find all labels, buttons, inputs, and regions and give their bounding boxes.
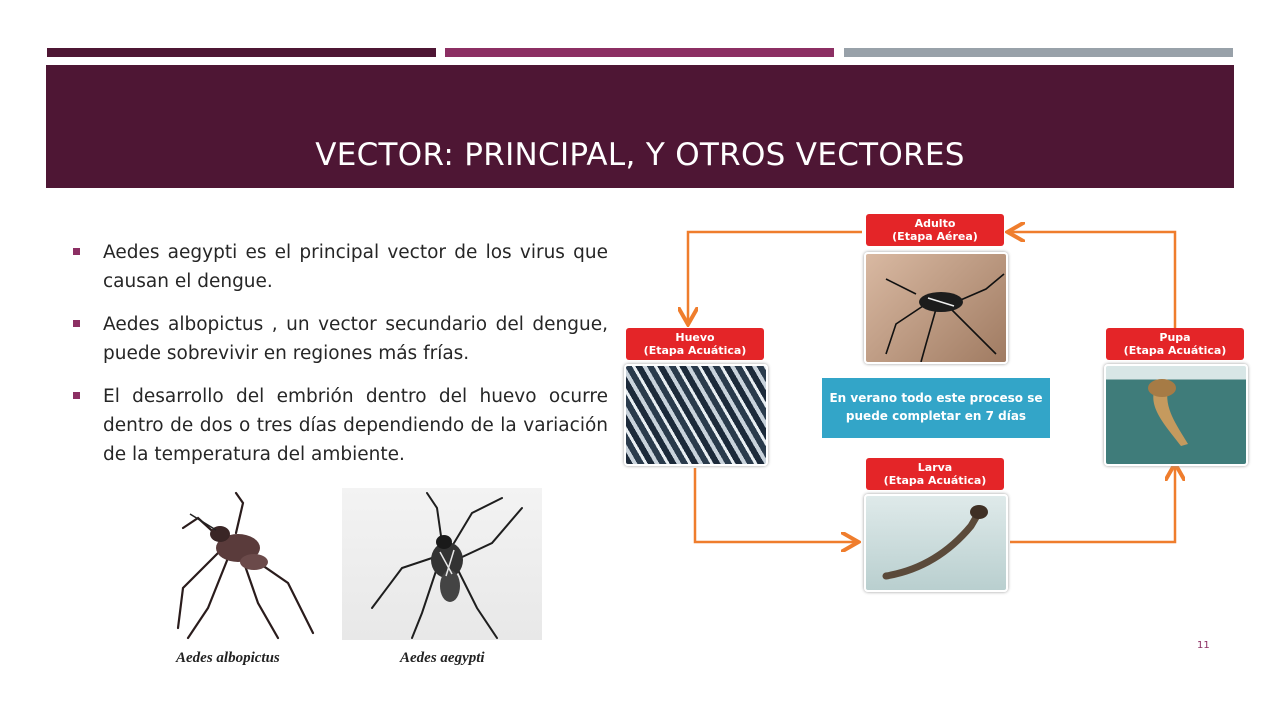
accent-bar-magenta [445, 48, 834, 57]
bullet-text: Aedes aegypti es el principal vector de los virus que causan el dengue. [103, 242, 608, 292]
accent-bar-gray [844, 48, 1233, 57]
slide-number: 11 [1197, 640, 1210, 651]
stage-label-larva: Larva (Etapa Acuática) [866, 458, 1004, 490]
life-cycle-diagram [622, 210, 1252, 590]
bullet-marker-icon [73, 248, 80, 255]
title-bar [46, 65, 1234, 188]
bullet-text: Aedes albopictus , un vector secundario del dengue, puede sobrevivir en regiones más frías. [103, 314, 608, 364]
bullet-list [72, 238, 608, 483]
bullet-item [72, 310, 608, 368]
bullet-marker-icon [73, 320, 80, 327]
adult-mosquito-image [864, 252, 1008, 364]
stage-label-pupa: Pupa (Etapa Acuática) [1106, 328, 1244, 360]
bullet-item [72, 382, 608, 469]
bullet-text: El desarrollo del embrión dentro del huevo ocurre dentro de dos o tres días dependiendo de la variación de la temperatura del ambiente. [103, 386, 608, 465]
aegypti-caption: Aedes aegypti [400, 650, 485, 666]
eggs-image [624, 364, 768, 466]
summer-note: En verano todo este proceso se puede completar en 7 días [822, 378, 1050, 438]
accent-bar-dark [47, 48, 436, 57]
albopictus-caption: Aedes albopictus [176, 650, 280, 666]
bullet-item [72, 238, 608, 296]
larva-image [864, 494, 1008, 592]
stage-label-huevo: Huevo (Etapa Acuática) [626, 328, 764, 360]
aedes-albopictus-photo [128, 488, 338, 640]
pupa-image [1104, 364, 1248, 466]
stage-label-adulto: Adulto (Etapa Aérea) [866, 214, 1004, 246]
bullet-marker-icon [73, 392, 80, 399]
aedes-aegypti-photo [342, 488, 542, 640]
slide-title: VECTOR: PRINCIPAL, Y OTROS VECTORES [315, 137, 965, 173]
mosquito-photos [128, 488, 548, 672]
